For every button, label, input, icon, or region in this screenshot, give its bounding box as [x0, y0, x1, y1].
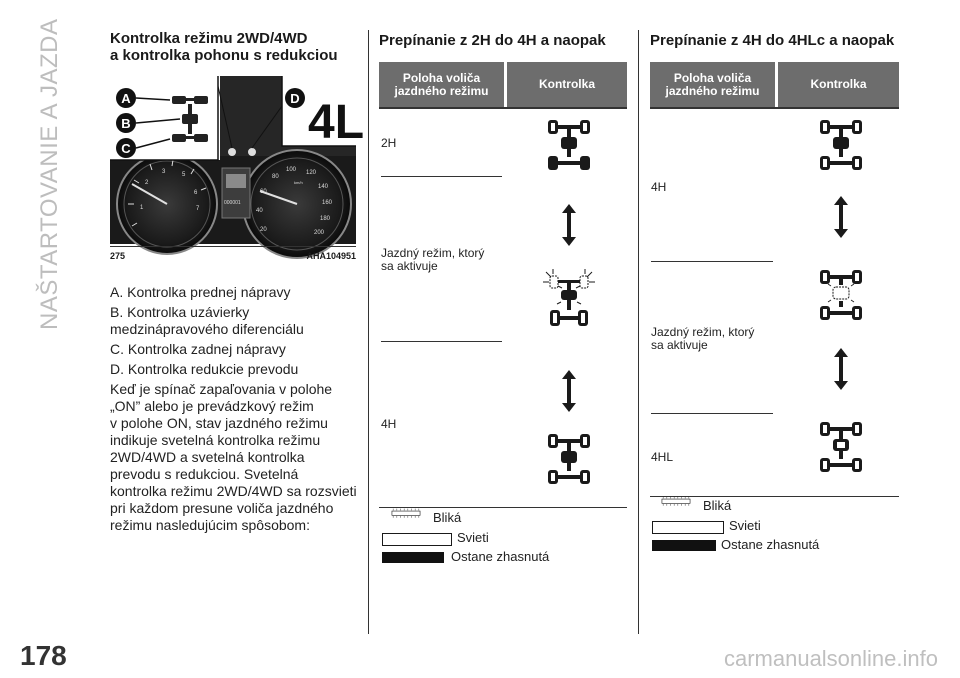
col2-row-2h: 2H: [381, 136, 397, 150]
svg-text:C: C: [121, 141, 131, 156]
blink-legend-icon: [651, 496, 701, 507]
svg-text:60: 60: [260, 189, 267, 195]
col3-row-4h: 4H: [651, 180, 667, 194]
col3-row-sep-1: [651, 261, 773, 262]
drive-2h-icon: [546, 118, 592, 174]
drive-blinking-icon: [542, 268, 596, 330]
svg-text:40: 40: [256, 208, 263, 214]
item-d: D. Kontrolka redukcie prevodu: [110, 361, 299, 377]
col2-header-rule: [379, 107, 627, 109]
drive-4h-icon: [546, 432, 592, 488]
col2-header-position: Poloha voliča jazdného režimu: [379, 62, 504, 107]
col3-title: Prepínanie z 4H do 4HLc a naopak: [650, 32, 895, 49]
figure-caption: [110, 246, 356, 265]
side-section-title: [36, 18, 76, 330]
paragraph-line-9: režimu nasledujúcim spôsobom:: [110, 517, 310, 533]
paragraph-line-1: Keď je spínač zapaľovania v polohe: [110, 381, 333, 397]
col3-legend-on: Svieti: [651, 518, 891, 534]
col3-legend-blink: Bliká: [651, 498, 891, 514]
col1-title-line2: a kontrolka pohonu s redukciou: [110, 47, 338, 64]
arrow-updown-icon: [833, 348, 849, 390]
paragraph-line-8: pri každom presune voliča jazdného: [110, 500, 334, 516]
arrow-updown-icon: [561, 204, 577, 246]
item-c: C. Kontrolka zadnej nápravy: [110, 341, 286, 357]
svg-text:000001: 000001: [224, 200, 241, 206]
col2-title: Prepínanie z 2H do 4H a naopak: [379, 32, 606, 49]
col3-header-position: Poloha voliča jazdného režimu: [650, 62, 775, 107]
svg-text:A: A: [121, 91, 131, 106]
watermark: carmanualsonline.info: [723, 646, 938, 671]
svg-text:6: 6: [194, 190, 198, 196]
column-divider-1: [368, 30, 369, 634]
arrow-updown-icon: [561, 370, 577, 412]
drive-center-blinking-icon: [818, 268, 864, 324]
col1-title: [110, 30, 338, 64]
on-legend-box: [382, 533, 452, 546]
col2-row-4h: 4H: [381, 417, 397, 431]
col2-header-indicator: Kontrolka: [507, 62, 627, 107]
svg-text:80: 80: [272, 174, 279, 180]
item-b-line1: B. Kontrolka uzávierky: [110, 304, 250, 320]
svg-text:160: 160: [322, 200, 333, 206]
col3-header-rule: [650, 107, 899, 109]
column-divider-2: [638, 30, 639, 634]
paragraph-line-4: indikuje svetelná kontrolka režimu: [110, 432, 321, 448]
svg-text:5: 5: [182, 172, 186, 178]
svg-text:km/h: km/h: [294, 180, 303, 185]
paragraph-line-6: prevodu s redukciou. Svetelná: [110, 466, 299, 482]
svg-text:3: 3: [162, 169, 166, 175]
svg-text:1: 1: [140, 205, 144, 211]
big-4l-indicator: 4L: [308, 96, 365, 149]
svg-text:2: 2: [145, 180, 149, 186]
col2-legend-off: Ostane zhasnutá: [381, 549, 621, 565]
gauge-tick-20: 20: [260, 227, 267, 233]
off-legend-box: [652, 540, 716, 551]
col3-header-indicator: Kontrolka: [778, 62, 899, 107]
svg-text:7: 7: [196, 206, 200, 212]
col3-row-sep-2: [651, 413, 773, 414]
paragraph-line-7: kontrolka režimu 2WD/4WD sa rozsvieti: [110, 483, 357, 499]
svg-text:D: D: [290, 91, 300, 106]
item-a: A. Kontrolka prednej nápravy: [110, 284, 291, 300]
item-b-line2: medzinápravového diferenciálu: [110, 321, 304, 337]
col3-row-active: Jazdný režim, ktorý sa aktivuje: [651, 325, 755, 352]
on-legend-box: [652, 521, 724, 534]
paragraph-line-2: „ON” alebo je prevádzkový režim: [110, 398, 314, 414]
col2-legend-blink: Bliká: [381, 510, 621, 526]
paragraph-line-3: v polohe ON, stav jazdného režimu: [110, 415, 328, 431]
svg-text:180: 180: [320, 216, 331, 222]
figure-number: 275: [110, 251, 126, 261]
off-legend-box: [382, 552, 444, 563]
paragraph-line-5: 2WD/4WD a svetelná kontrolka: [110, 449, 305, 465]
col3-legend-off: Ostane zhasnutá: [651, 537, 891, 553]
drive-4hl-icon: [818, 420, 864, 476]
col2-legend-on: Svieti: [381, 530, 621, 546]
arrow-updown-icon: [833, 196, 849, 238]
svg-text:140: 140: [318, 184, 329, 190]
figure-code: AHA104951: [306, 251, 356, 261]
legend-items: [110, 284, 360, 534]
svg-text:200: 200: [314, 230, 325, 236]
dashboard-illustration: [110, 76, 365, 244]
col2-row-sep-1: [381, 176, 502, 177]
blink-legend-icon: [381, 508, 431, 519]
col3-row-4hl: 4HL: [651, 450, 674, 464]
col2-row-sep-2: [381, 341, 502, 342]
svg-text:120: 120: [306, 170, 317, 176]
page-number: 178: [20, 640, 67, 671]
drive-4h-icon: [818, 118, 864, 174]
dashboard-figure: [110, 76, 365, 244]
svg-text:100: 100: [286, 167, 297, 173]
col1-title-line1: Kontrolka režimu 2WD/4WD: [110, 30, 308, 47]
col2-row-active: Jazdný režim, ktorý sa aktivuje: [381, 246, 485, 273]
side-section-title-text: NAŠTARTOVANIE A JAZDA: [36, 18, 63, 330]
svg-text:B: B: [121, 116, 131, 131]
